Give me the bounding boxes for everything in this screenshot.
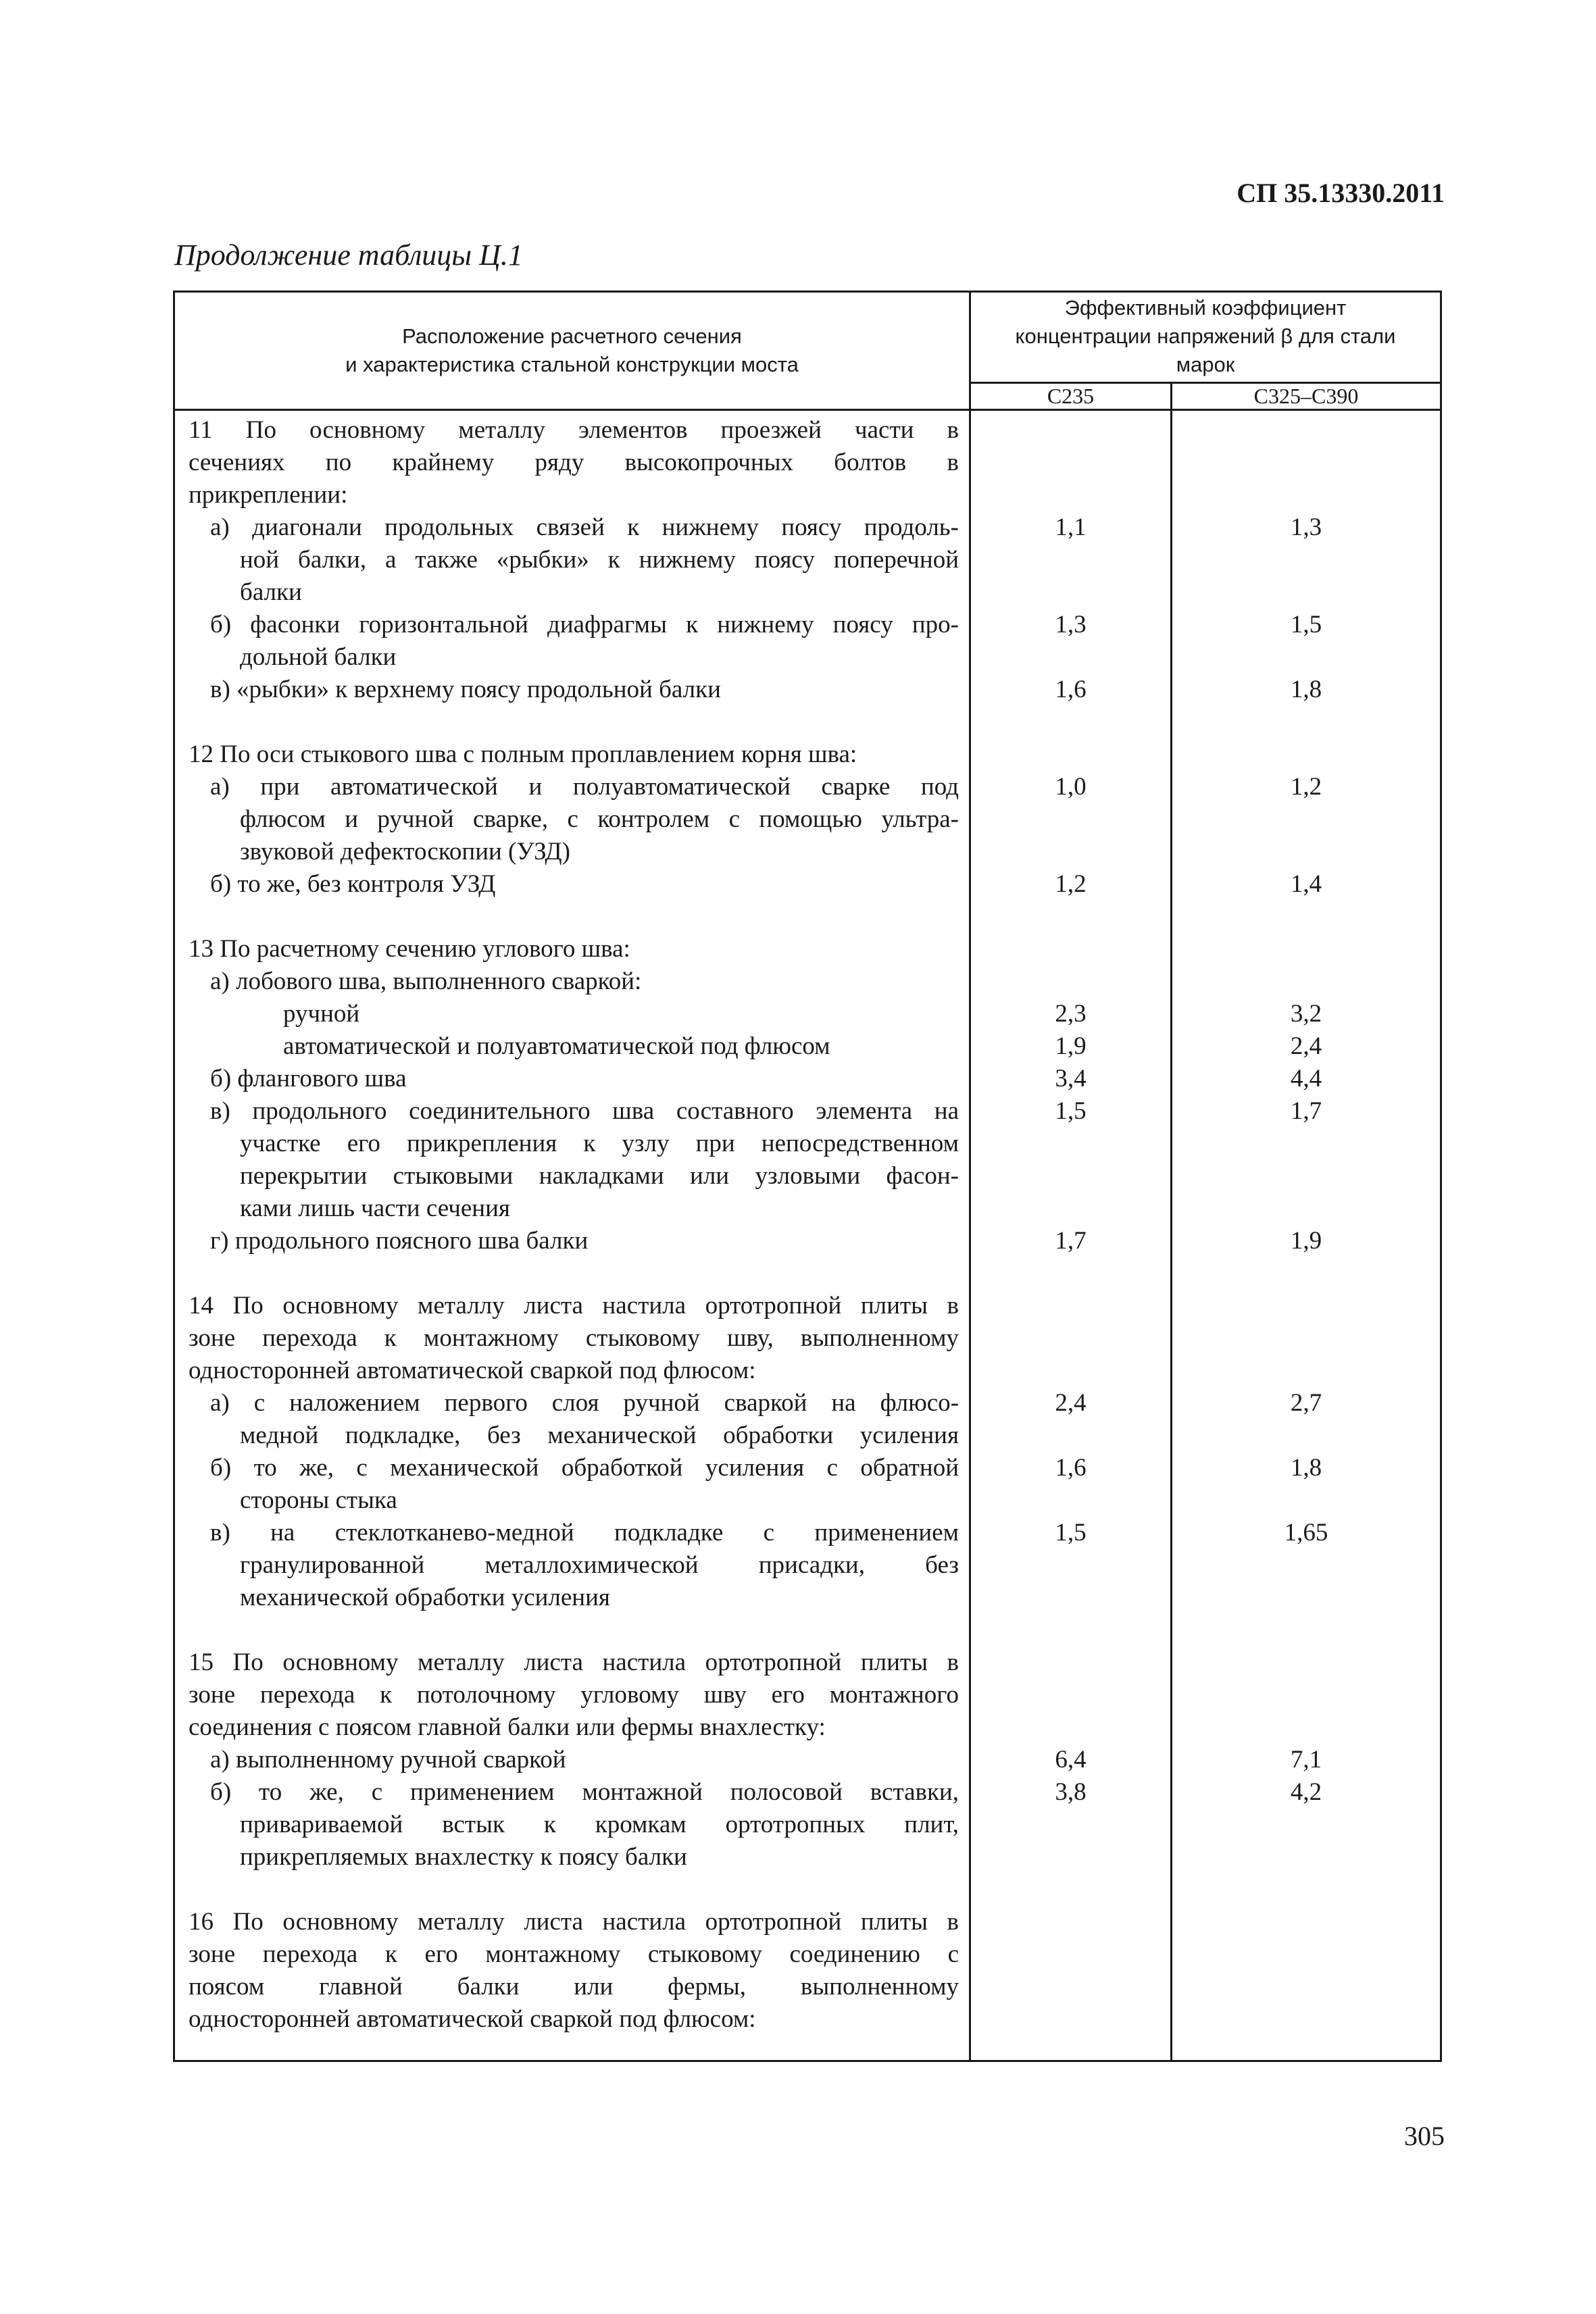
value-c325: 1,5 [1290, 611, 1322, 638]
header-location-line: и характеристика стальной конструкции моста [345, 353, 799, 376]
value-c325: 1,4 [1290, 870, 1322, 898]
row-text: зоне перехода к потолочному угловому шву его монтажного [189, 1681, 959, 1709]
value-c235: 1,3 [1055, 611, 1087, 638]
row-text: б) фасонки горизонтальной диафрагмы к нижнему поясу про- [210, 611, 959, 638]
value-c325: 1,7 [1290, 1097, 1322, 1125]
value-c325: 4,4 [1290, 1065, 1322, 1092]
row-text: звуковой дефектоскопии (УЗД) [240, 838, 570, 865]
row-text: б) то же, с применением монтажной полосовой вставки, [210, 1778, 959, 1806]
row-text: б) то же, с механической обработкой усиления с обратной [210, 1454, 959, 1482]
row-text: соединения с поясом главной балки или фермы внахлестку: [189, 1713, 826, 1741]
value-c235: 3,4 [1055, 1065, 1087, 1092]
row-text: зоне перехода к монтажному стыковому шву, выполненному [189, 1324, 959, 1352]
row-text: дольной балки [240, 643, 397, 671]
row-text: 13 По расчетному сечению углового шва: [189, 935, 630, 963]
row-text: 16 По основному металлу листа настила ортотропной плиты в [189, 1908, 959, 1936]
row-text: а) лобового шва, выполненного сваркой: [210, 967, 642, 995]
row-text: б) флангового шва [210, 1065, 407, 1092]
value-c325: 1,9 [1290, 1227, 1322, 1255]
value-c235: 1,0 [1055, 773, 1087, 801]
row-text: в) на стеклотканево-медной подкладке с применением [210, 1519, 959, 1546]
row-text: гранулированной металлохимической присадки, без [240, 1551, 959, 1579]
value-c235: 2,4 [1055, 1389, 1087, 1417]
row-text: стороны стыка [240, 1486, 397, 1514]
row-text: механической обработки усиления [240, 1584, 610, 1611]
value-c235: 1,6 [1055, 676, 1087, 703]
coefficient-table [173, 291, 1442, 2062]
row-text: г) продольного поясного шва балки [210, 1227, 589, 1255]
row-text: перекрытии стыковыми накладками или узловыми фасон- [240, 1162, 959, 1190]
value-c325: 4,2 [1290, 1778, 1322, 1806]
value-c235: 6,4 [1055, 1746, 1087, 1774]
value-c235: 1,5 [1055, 1519, 1087, 1546]
row-text: в) «рыбки» к верхнему поясу продольной балки [210, 676, 721, 703]
header-coefficient-line: Эффективный коэффициент [1064, 296, 1347, 320]
value-c235: 1,9 [1055, 1032, 1087, 1060]
document-code: СП 35.13330.2011 [1237, 178, 1445, 208]
row-text: флюсом и ручной сварке, с контролем с помощью ультра- [240, 805, 959, 833]
value-c235: 2,3 [1055, 1000, 1087, 1028]
row-text: ручной [283, 1000, 360, 1028]
header-location-cell [175, 293, 969, 409]
value-c235: 1,2 [1055, 870, 1087, 898]
row-text: 15 По основному металлу листа настила ортотропной плиты в [189, 1649, 959, 1676]
row-text: зоне перехода к его монтажному стыковому соединению с [189, 1940, 959, 1968]
row-text: 11 По основному металлу элементов проезжей части в [189, 416, 959, 444]
row-text: а) при автоматической и полуавтоматической сварке под [210, 773, 959, 801]
row-text: привариваемой встык к кромкам ортотропных плит, [240, 1811, 959, 1838]
header-location-line: Расположение расчетного сечения [402, 324, 742, 348]
row-text: участке его прикрепления к узлу при непосредственном [240, 1130, 959, 1157]
value-c325: 1,65 [1284, 1519, 1328, 1546]
value-c235: 1,1 [1055, 513, 1087, 541]
row-text: 14 По основному металлу листа настила ортотропной плиты в [189, 1292, 959, 1319]
value-c235: 3,8 [1055, 1778, 1087, 1806]
header-coefficient-line: концентрации напряжений β для стали [1015, 324, 1396, 348]
row-text: балки [240, 578, 302, 606]
value-c325: 1,3 [1290, 513, 1322, 541]
value-c235: 1,5 [1055, 1097, 1087, 1125]
value-c325: 2,7 [1290, 1389, 1322, 1417]
row-text: прикрепляемых внахлестку к поясу балки [240, 1843, 687, 1871]
header-c235: С235 [1047, 384, 1095, 408]
page-number: 305 [1404, 2121, 1445, 2151]
row-text: медной подкладке, без механической обработки усиления [240, 1422, 959, 1449]
table-continuation-title: Продолжение таблицы Ц.1 [174, 238, 523, 272]
value-c325: 7,1 [1290, 1746, 1322, 1774]
row-text: б) то же, без контроля УЗД [210, 870, 496, 898]
row-text: а) диагонали продольных связей к нижнему поясу продоль- [210, 513, 959, 541]
value-c325: 2,4 [1290, 1032, 1322, 1060]
value-c325: 1,2 [1290, 773, 1322, 801]
row-text: сечениях по крайнему ряду высокопрочных болтов в [189, 449, 959, 476]
value-c325: 1,8 [1290, 1454, 1322, 1482]
value-c235: 1,7 [1055, 1227, 1087, 1255]
row-text: в) продольного соединительного шва составного элемента на [210, 1097, 959, 1125]
value-c235: 1,6 [1055, 1454, 1087, 1482]
value-c325: 1,8 [1290, 676, 1322, 703]
header-coefficient-line: марок [1176, 353, 1235, 376]
row-text: 12 По оси стыкового шва с полным проплавлением корня шва: [189, 740, 857, 768]
row-text: прикреплении: [189, 481, 348, 509]
value-c325: 3,2 [1290, 1000, 1322, 1028]
row-text: ками лишь части сечения [240, 1194, 510, 1222]
row-text: а) выполненному ручной сваркой [210, 1746, 566, 1774]
header-c325: С325–С390 [1253, 384, 1359, 408]
row-text: односторонней автоматической сваркой под флюсом: [189, 2005, 756, 2033]
row-text: а) с наложением первого слоя ручной сваркой на флюсо- [210, 1389, 959, 1417]
header-coefficient-cell [971, 293, 1440, 382]
header-divider [175, 409, 1440, 411]
row-text: поясом главной балки или фермы, выполненному [189, 1973, 959, 2001]
row-text: автоматической и полуавтоматической под флюсом [283, 1032, 830, 1060]
row-text: односторонней автоматической сваркой под флюсом: [189, 1357, 756, 1384]
row-text: ной балки, а также «рыбки» к нижнему поясу поперечной [240, 546, 959, 574]
